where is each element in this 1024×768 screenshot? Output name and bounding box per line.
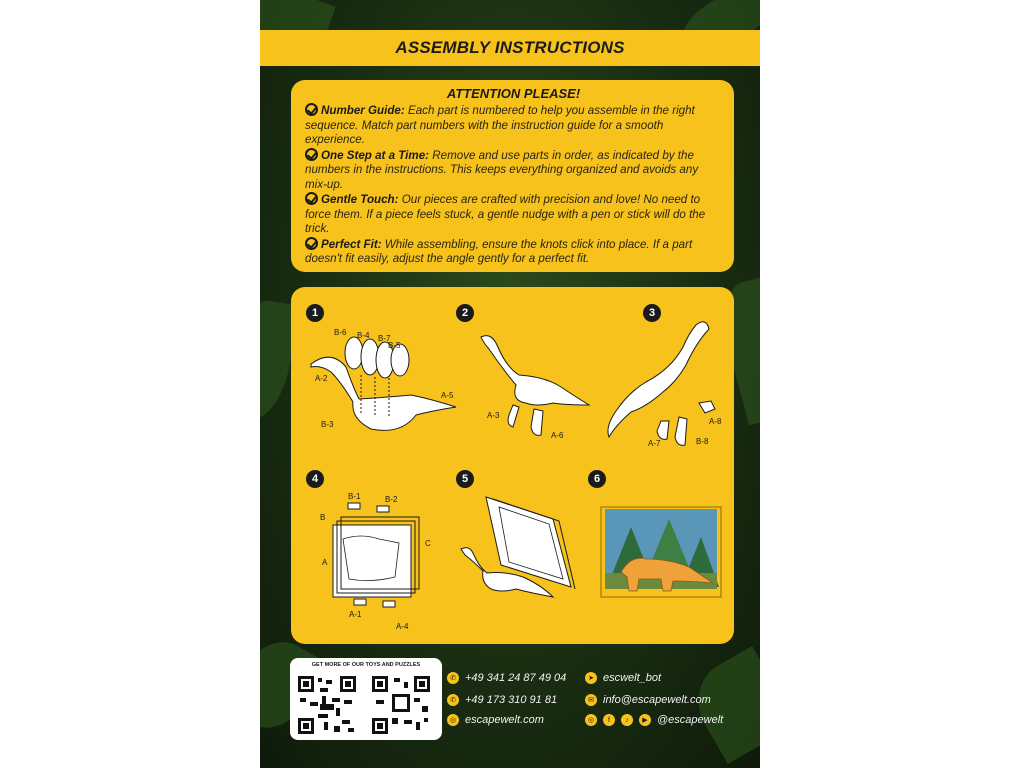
check-circle-icon xyxy=(305,103,318,116)
tip-gentle-touch xyxy=(305,192,722,237)
tip-title: Number Guide: xyxy=(321,104,405,117)
check-circle-icon xyxy=(305,148,318,161)
phone-1-text: +49 341 24 87 49 04 xyxy=(465,672,567,684)
part-label: B-7 xyxy=(378,334,391,343)
qr-code-icon[interactable] xyxy=(296,674,358,736)
step-number: 5 xyxy=(456,470,474,488)
step-number: 4 xyxy=(306,470,324,488)
step-number: 1 xyxy=(306,304,324,322)
website-text: escapewelt.com xyxy=(465,714,544,726)
telegram-icon: ➤ xyxy=(585,672,597,684)
tip-number-guide xyxy=(305,103,722,148)
email-icon: ✉ xyxy=(585,694,597,706)
part-label: A-4 xyxy=(396,622,409,631)
phone-2[interactable] xyxy=(447,694,557,706)
tip-perfect-fit xyxy=(305,237,722,267)
part-label: A-8 xyxy=(709,417,722,426)
part-label: B-4 xyxy=(357,331,370,340)
phone-1[interactable] xyxy=(447,672,566,684)
check-circle-icon xyxy=(305,237,318,250)
telegram-link[interactable] xyxy=(585,672,661,684)
part-label: B-3 xyxy=(321,420,334,429)
facebook-icon[interactable]: f xyxy=(603,714,615,726)
website-link[interactable] xyxy=(447,714,544,726)
step-number: 2 xyxy=(456,304,474,322)
promo-card xyxy=(290,658,442,740)
part-label: B xyxy=(320,513,326,522)
check-circle-icon xyxy=(305,192,318,205)
social-links[interactable] xyxy=(585,714,723,726)
qr-code-icon[interactable] xyxy=(370,674,432,736)
step6-diorama xyxy=(291,287,734,644)
promo-text: GET MORE OF OUR TOYS AND PUZZLES xyxy=(311,662,421,668)
tip-one-step xyxy=(305,148,722,193)
tip-title: Gentle Touch: xyxy=(321,193,399,206)
part-label: B-6 xyxy=(334,328,347,337)
part-label: A-5 xyxy=(441,391,454,400)
part-label: A-2 xyxy=(315,374,328,383)
tip-text: Remove and use parts in order, as indicated by the numbers in the instructions. This keeps everything organized and avoids any mix-up. xyxy=(305,148,699,191)
part-label: A-7 xyxy=(648,439,661,448)
tip-title: One Step at a Time: xyxy=(321,148,430,162)
part-label: B-1 xyxy=(348,492,361,501)
instagram-icon[interactable]: ◎ xyxy=(585,714,597,726)
telegram-text: escwelt_bot xyxy=(603,672,662,684)
phone-icon: ✆ xyxy=(447,672,459,684)
attention-heading: ATTENTION PLEASE! xyxy=(446,86,581,101)
instruction-sheet xyxy=(260,0,760,768)
step-number: 6 xyxy=(588,470,606,488)
attention-box xyxy=(291,80,734,272)
part-label: A-1 xyxy=(349,610,362,619)
part-label: B-8 xyxy=(696,437,709,446)
email-link[interactable] xyxy=(585,694,711,706)
tip-text: Our pieces are crafted with precision and love! No need to force them. If a piece feels stuck, a gentle nudge with a pen or stick will do the trick. xyxy=(305,193,706,235)
globe-icon: ◎ xyxy=(447,714,459,726)
email-text: info@escapewelt.com xyxy=(603,694,711,706)
social-handle: @escapewelt xyxy=(657,714,724,726)
part-label: A-3 xyxy=(487,411,500,420)
page-title: ASSEMBLY INSTRUCTIONS xyxy=(395,38,625,57)
part-label: B-5 xyxy=(388,341,401,350)
tiktok-icon[interactable]: ♪ xyxy=(621,714,633,726)
youtube-icon[interactable]: ▶ xyxy=(639,714,651,726)
part-label: A-6 xyxy=(551,431,564,440)
phone-2-text: +49 173 310 91 81 xyxy=(465,694,558,706)
title-band xyxy=(260,30,760,66)
part-label: C xyxy=(425,539,431,548)
whatsapp-icon: ✆ xyxy=(447,694,459,706)
tip-text: Each part is numbered to help you assemble in the right sequence. Match part numbers with the instruction guide for a smooth experience. xyxy=(305,104,695,146)
tip-title: Perfect Fit: xyxy=(321,237,382,251)
step-number: 3 xyxy=(643,304,661,322)
steps-panel xyxy=(291,287,734,644)
part-label: A xyxy=(322,558,328,567)
tip-text: While assembling, ensure the knots click into place. If a part doesn't fit easily, adjust the angle gently for a perfect fit. xyxy=(305,237,693,265)
part-label: B-2 xyxy=(385,495,398,504)
